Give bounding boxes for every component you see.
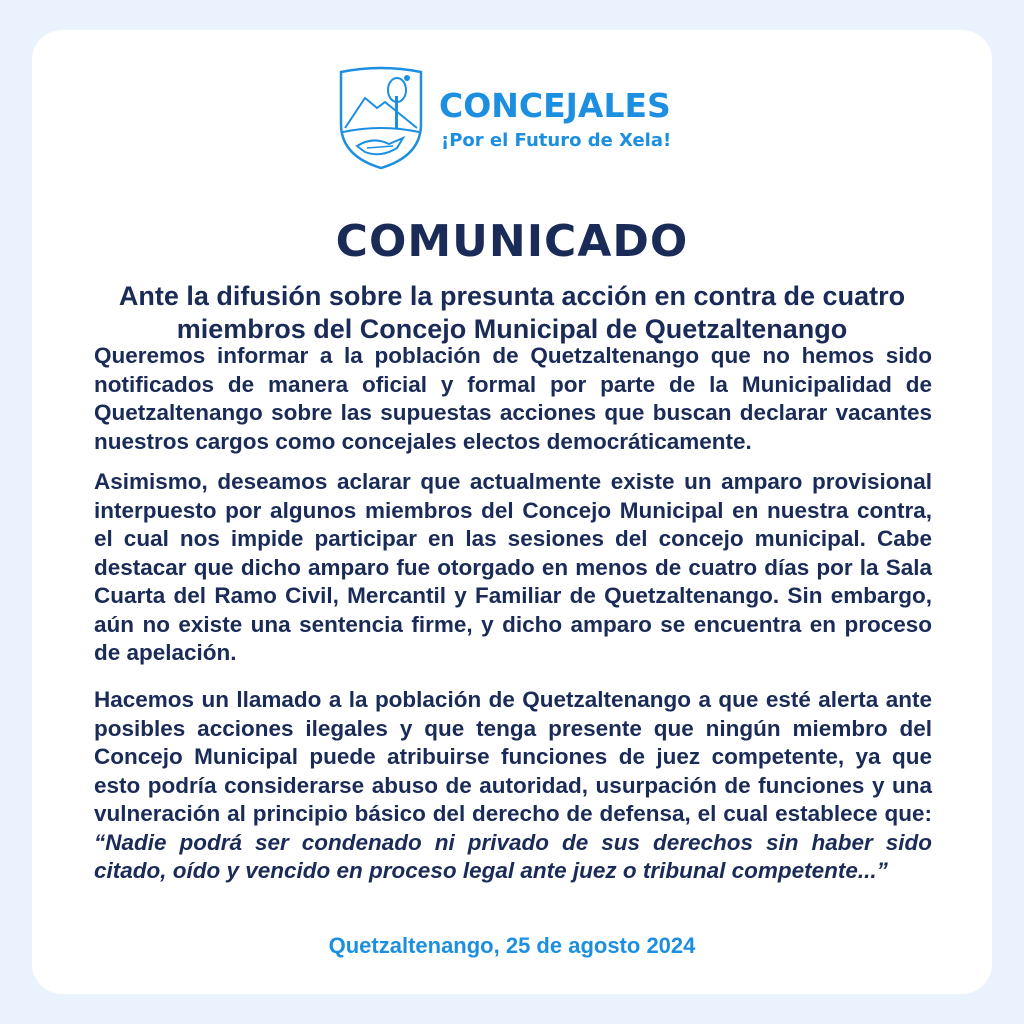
brand-header — [337, 66, 717, 172]
paragraph-1: Queremos informar a la población de Quetzaltenango que no hemos sido notificados de manera oficial y formal por parte de la Municipalidad de Quetzaltenango sobre las supuestas acciones que buscan declarar vacantes nuestros cargos como concejales electos democráticamente. — [94, 343, 932, 454]
brand-slogan: ¡Por el Futuro de Xela! — [441, 130, 672, 151]
document-subtitle: Ante la difusión sobre la presunta acción en contra de cuatro miembros del Concejo Municipal de Quetzaltenango — [118, 281, 906, 344]
communique-card — [32, 30, 992, 994]
coat-of-arms-logo-icon — [337, 66, 425, 170]
paragraph-2: Asimismo, deseamos aclarar que actualmente existe un amparo provisional interpuesto por algunos miembros del Concejo Municipal en nuestra contra, el cual nos impide participar en las sesiones del concejo municipal. Cabe destacar que dicho amparo fue otorgado en menos de cuatro días por la Sala Cuarta del Ramo Civil, Mercantil y Familiar de Quetzaltenango. Sin embargo, aún no existe una sentencia firme, y dicho amparo se encuentra en proceso de apelación. — [94, 469, 932, 665]
legal-quote: “Nadie podrá ser condenado ni privado de sus derechos sin haber sido citado, oído y vencido en proceso legal ante juez o tribunal competente...” — [94, 829, 932, 883]
document-title: COMUNICADO — [335, 216, 689, 267]
paragraph-3 — [94, 686, 932, 886]
paragraph-3-text: Hacemos un llamado a la población de Quetzaltenango a que esté alerta ante posibles acciones ilegales y que tenga presente que ningún miembro del Concejo Municipal puede atribuirse funciones de juez competente, ya que esto podría considerarse abuso de autoridad, usurpación de funciones y una vulneración al principio básico del derecho de defensa, el cual establece que: — [94, 687, 932, 826]
date-line: Quetzaltenango, 25 de agosto 2024 — [328, 933, 696, 958]
brand-name: CONCEJALES — [439, 86, 671, 125]
